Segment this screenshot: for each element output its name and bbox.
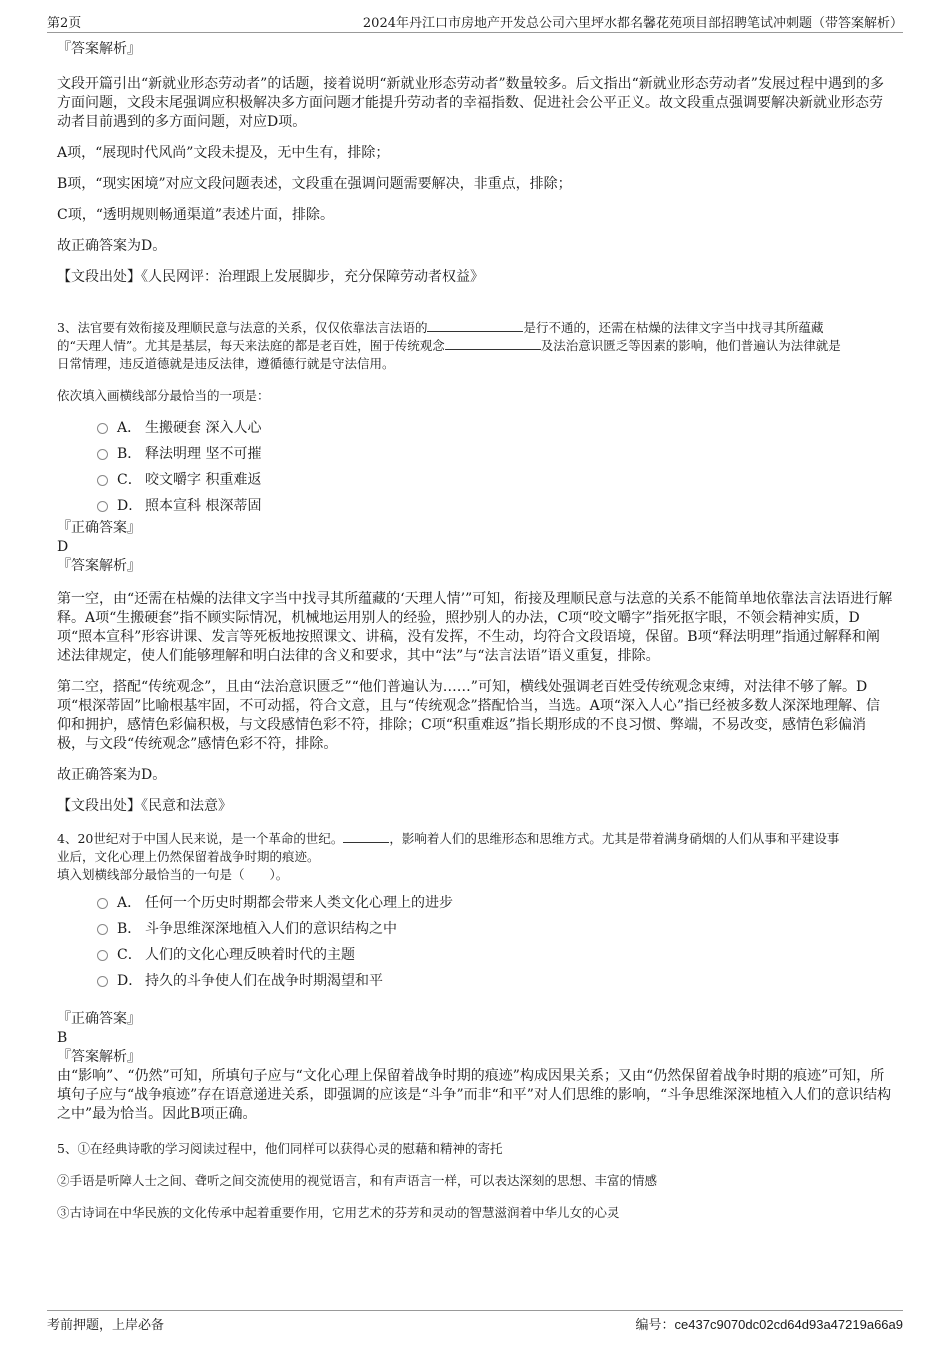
q2-source: 【文段出处】《人民网评：治理跟上发展脚步，充分保障劳动者权益》	[57, 269, 484, 285]
q3-option-c[interactable]: C． 咬文嚼字 积重难返	[97, 467, 893, 493]
q4-option-a[interactable]: A． 任何一个历史时期都会带来人类文化心理上的进步	[97, 890, 893, 916]
q4-prompt: 填入划横线部分最恰当的一句是（ ）。	[57, 867, 289, 882]
q5-sentence-1: 5、①在经典诗歌的学习阅读过程中，他们同样可以获得心灵的慰藉和精神的寄托	[57, 1141, 503, 1156]
radio-icon[interactable]	[97, 924, 108, 935]
radio-icon[interactable]	[97, 501, 108, 512]
q3-options	[97, 415, 893, 519]
page-number: 第2页	[47, 16, 82, 31]
q4-analysis: 由“影响”、“仍然”可知，所填句子应与“文化心理上保留着战争时期的痕迹”构成因果关系；又由“仍然保留着战争时期的痕迹”可知，所填句子应与“战争痕迹”存在语意递进关系，即强调的应该是“斗争”而非“和平”对人们思维的影响，“斗争思维深深地植入人们的意识结构之中”最为恰当。因此B项正确。	[57, 1068, 892, 1122]
q4-option-c[interactable]: C． 人们的文化心理反映着时代的主题	[97, 942, 893, 968]
q3-answer: D	[57, 539, 69, 555]
radio-icon[interactable]	[97, 950, 108, 961]
answer-key-label: 『正确答案』	[57, 520, 141, 536]
q3-source: 【文段出处】《民意和法意》	[57, 798, 232, 814]
q2-option-c-note: C项，“透明规则畅通渠道”表述片面，排除。	[57, 207, 335, 223]
q2-option-b-note: B项，“现实困境”对应文段问题表述，文段重在强调问题需要解决，非重点，排除；	[57, 176, 572, 192]
radio-icon[interactable]	[97, 976, 108, 987]
analysis-label: 『答案解析』	[57, 1049, 141, 1065]
fill-blank	[343, 830, 389, 843]
q3-analysis-second-blank: 第二空，搭配“传统观念”，且由“法治意识匮乏”“他们普遍认为……”可知，横线处强调老百姓受传统观念束缚，对法律不够了解。D项“根深蒂固”比喻根基牢固，不可动摇，符合文意，且与“传统观念”搭配恰当，当选。A项“深入人心”指已经被多数人深深地理解、信仰和拥护，感情色彩偏积极，与文段感情色彩不符，排除；C项“积重难返”指长期形成的不良习惯、弊端，不易改变，感情色彩偏消极，与文段“传统观念”感情色彩不符，排除。	[57, 679, 881, 752]
q4-option-d[interactable]: D． 持久的斗争使人们在战争时期渴望和平	[97, 968, 893, 994]
q4-answer: B	[57, 1030, 68, 1046]
q4-option-b[interactable]: B． 斗争思维深深地植入人们的意识结构之中	[97, 916, 893, 942]
answer-key-label: 『正确答案』	[57, 1011, 141, 1027]
q2-option-a-note: A项，“展现时代风尚”文段未提及，无中生有，排除；	[57, 145, 390, 161]
document-body	[57, 40, 893, 1222]
q3-option-b[interactable]: B． 释法明理 坚不可摧	[97, 441, 893, 467]
q2-conclusion: 故正确答案为D。	[57, 238, 167, 254]
q3-option-a[interactable]: A． 生搬硬套 深入人心	[97, 415, 893, 441]
page-header	[47, 12, 903, 33]
q4-stem: 4、20世纪对于中国人民来说，是一个革命的世纪。 ，影响着人们的思维形态和思维方式。尤其是带着满身硝烟的人们从事和平建设事 业后，文化心理上仍然保留着战争时期的痕迹。	[57, 831, 840, 864]
q5-sentence-3: ③古诗词在中华民族的文化传承中起着重要作用，它用艺术的芬芳和灵动的智慧滋润着中华儿女的心灵	[57, 1205, 620, 1220]
q3-analysis-first-blank: 第一空，由“还需在枯燥的法律文字当中找寻其所蕴藏的‘天理人情’”可知，衔接及理顺民意与法意的关系不能简单地依靠法言法语进行解释。A项“生搬硬套”指不顾实际情况，机械地运用别人的经验，照抄别人的办法，C项“咬文嚼字”指死抠字眼，不领会精神实质，D项“照本宣科”形容讲课、发言等死板地按照课文、讲稿，没有发挥，不生动，均符合文段语境，保留。B项“释法明理”指通过解释和阐述法律规定，使人们能够理解和明白法律的含义和要求，其中“法”与“法言法语”语义重复，排除。	[57, 591, 893, 664]
radio-icon[interactable]	[97, 475, 108, 486]
q3-stem: 3、法官要有效衔接及理顺民意与法意的关系，仅仅依靠法言法语的 是行不通的，还需在枯燥的法律文字当中找寻其所蕴藏 的“天理人情”。尤其是基层，每天来法庭的都是老百姓，囿于传统观念 及法治意识匮乏等因素的影响，他们普遍认为法律就是 日常情理，违反道德就是违反法律，遵循德行就是守法信用。	[57, 320, 841, 371]
radio-icon[interactable]	[97, 898, 108, 909]
analysis-label: 『答案解析』	[57, 41, 141, 57]
radio-icon[interactable]	[97, 449, 108, 460]
document-title: 2024年丹江口市房地产开发总公司六里坪水都名馨花苑项目部招聘笔试冲刺题（带答案解析）	[362, 16, 903, 31]
q3-prompt: 依次填入画横线部分最恰当的一项是：	[57, 388, 270, 403]
fill-blank	[445, 337, 541, 350]
page-footer	[47, 1310, 903, 1334]
q2-analysis-paragraph: 文段开篇引出“新就业形态劳动者”的话题，接着说明“新就业形态劳动者”数量较多。后文指出“新就业形态劳动者”发展过程中遇到的多方面问题，文段末尾强调应积极解决多方面问题才能提升劳动者的幸福指数、促进社会公平正义。故文段重点强调要解决新就业形态劳动者目前遇到的多方面问题，对应D项。	[57, 76, 884, 130]
q5-sentence-2: ②手语是听障人士之间、聋听之间交流使用的视觉语言，和有声语言一样，可以表达深刻的思想、丰富的情感	[57, 1173, 658, 1188]
q4-options	[97, 890, 893, 994]
fill-blank	[427, 319, 523, 332]
analysis-label: 『答案解析』	[57, 558, 141, 574]
footer-slogan: 考前押题，上岸必备	[47, 1318, 165, 1333]
q3-conclusion: 故正确答案为D。	[57, 767, 167, 783]
q3-option-d[interactable]: D． 照本宣科 根深蒂固	[97, 493, 893, 519]
document-code: 编号：ce437c9070dc02cd64d93a47219a66a9	[635, 1317, 903, 1333]
radio-icon[interactable]	[97, 423, 108, 434]
